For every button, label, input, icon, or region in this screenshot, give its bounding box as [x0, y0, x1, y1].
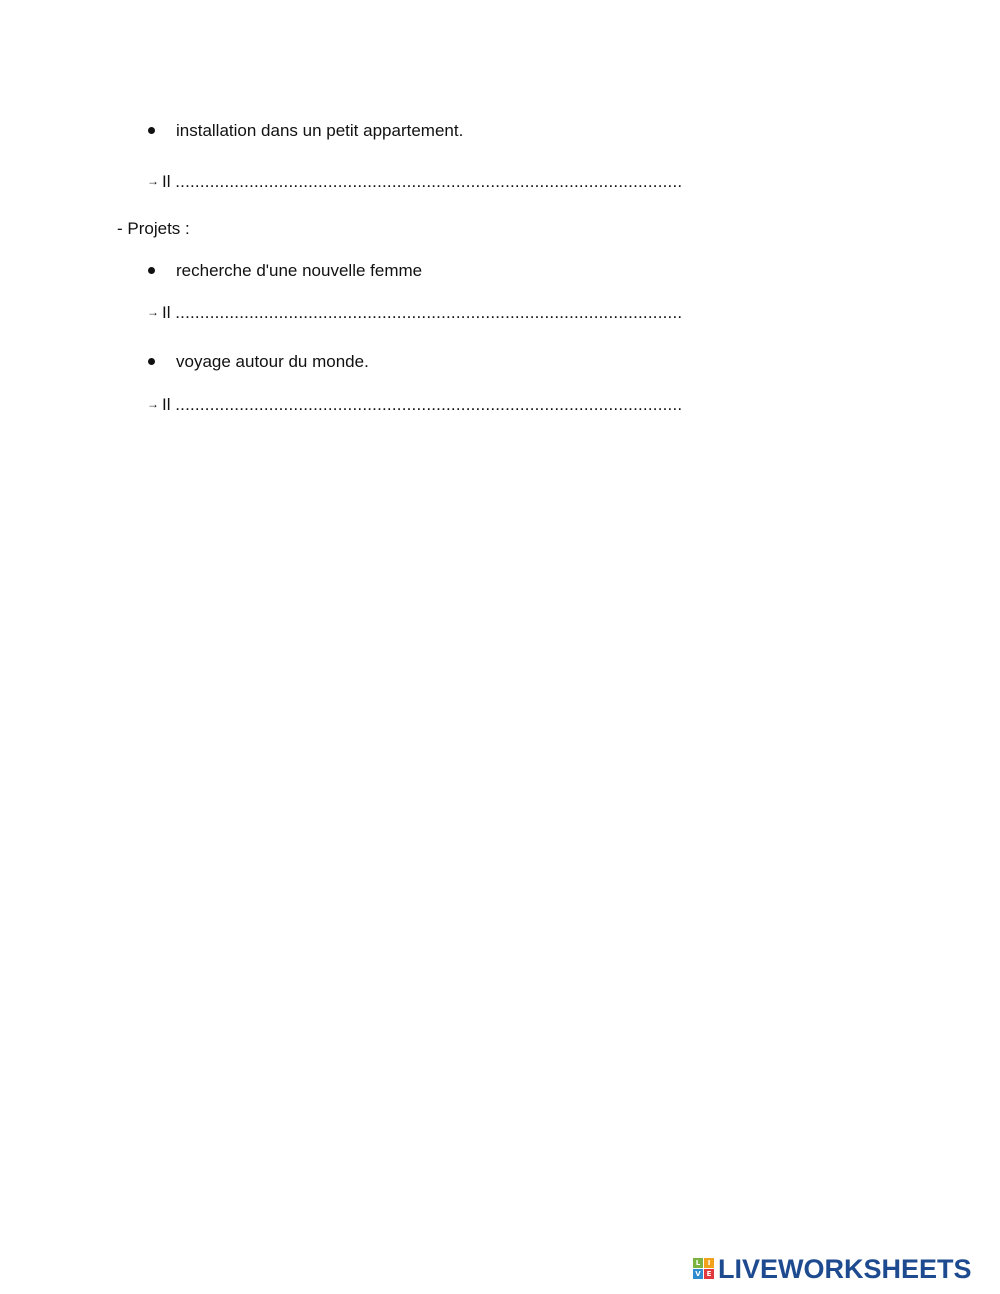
logo-block: I: [704, 1258, 714, 1268]
bullet-text-installation: installation dans un petit appartement.: [176, 121, 464, 140]
bullet-dot: [148, 127, 155, 134]
answer-prefix: Il: [162, 395, 171, 414]
answer-prefix: Il: [162, 172, 171, 191]
answer-dots: .......................................................................................................: [175, 172, 683, 191]
answer-prefix: Il: [162, 303, 171, 322]
logo-block: L: [693, 1258, 703, 1268]
logo-text: LIVEWORKSHEETS: [718, 1254, 972, 1284]
answer-line-1[interactable]: [147, 170, 760, 192]
bullet-text-voyage: voyage autour du monde.: [176, 352, 369, 371]
logo-block: E: [704, 1269, 714, 1279]
liveworksheets-logo: [693, 1255, 972, 1283]
section-heading-projets: - Projets :: [117, 219, 190, 238]
bullet-text-recherche: recherche d'une nouvelle femme: [176, 261, 423, 280]
answer-line-2[interactable]: [147, 301, 760, 323]
answer-dots: .......................................................................................................: [175, 395, 683, 414]
bullet-dot: [148, 358, 155, 365]
logo-block: V: [693, 1269, 703, 1279]
arrow-icon: →: [147, 174, 159, 188]
answer-dots: .......................................................................................................: [175, 303, 683, 322]
answer-line-3[interactable]: [147, 393, 760, 415]
logo-blocks-icon: [693, 1258, 715, 1280]
arrow-icon: →: [147, 305, 159, 319]
arrow-icon: →: [147, 397, 159, 411]
bullet-dot: [148, 267, 155, 274]
